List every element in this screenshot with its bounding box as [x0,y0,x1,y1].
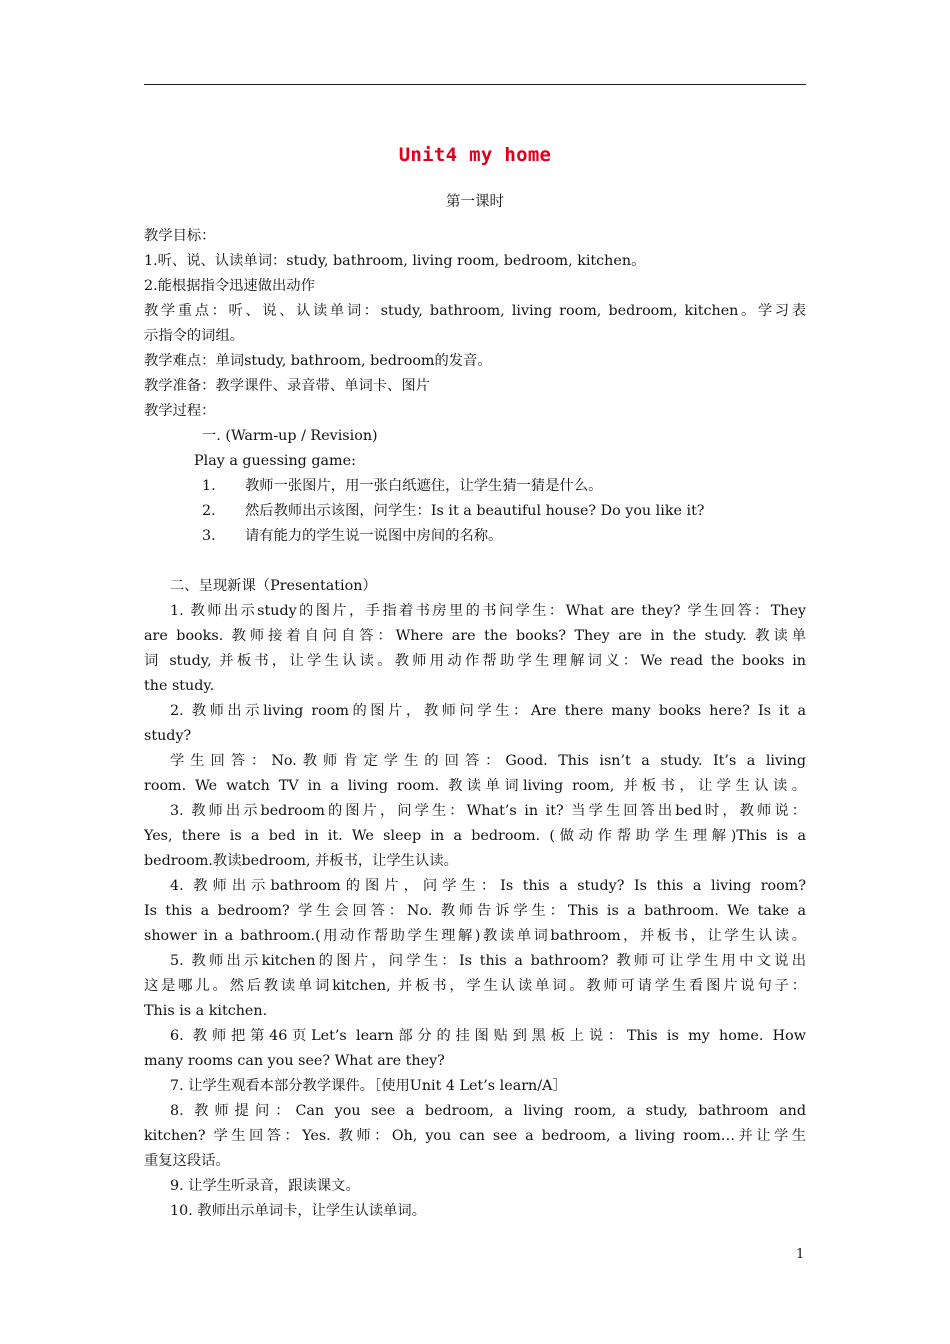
body-line: 9. 让学生听录音，跟读课文。 [170,1178,360,1194]
body-line: 教学目标： [144,228,216,244]
body-line: 学生回答：No.教师肯定学生的回答：Good. This isn’t a study. It’s a living [170,753,806,769]
body-line: 8. 教师提问：Can you see a bedroom, a living room, a study, bathroom and [170,1103,806,1119]
body-line: 这是哪儿。然后教读单词kitchen, 并板书，学生认读单词。教师可请学生看图片说句子： [144,978,806,994]
section-heading: 二、呈现新课（Presentation） [170,578,377,594]
body-line: kitchen? 学生回答：Yes. 教师：Oh, you can see a bedroom, a living room…并让学生 [144,1128,806,1144]
body-line: 1.听、说、认读单词：study, bathroom, living room, bedroom, kitchen。 [144,253,646,269]
body-line: Yes, there is a bed in it. We sleep in a bedroom. (做动作帮助学生理解)This is a [144,828,806,844]
body-line: study? [144,728,192,744]
body-line: 教学难点：单词study, bathroom, bedroom的发音。 [144,353,492,369]
list-item [144,499,806,524]
body-line: 6. 教师把第46页Let’s learn部分的挂图贴到黑板上说：This is my home. How [170,1028,806,1044]
lesson-subtitle: 第一课时 [446,194,504,210]
body-line: 重复这段话。 [144,1153,230,1169]
body-line: 教学重点：听、说、认读单词：study, bathroom, living room, bedroom, kitchen。学习表 [144,303,806,319]
list-number: 3. [202,528,216,544]
body-line: 2. 教师出示living room的图片，教师问学生：Are there many books here? Is it a [170,703,806,719]
body-line: Play a guessing game: [194,453,356,469]
header-rule [144,84,806,85]
body-line: 教学准备：教学课件、录音带、单词卡、图片 [144,378,430,394]
body-line: 示指令的词组。 [144,328,245,344]
section-heading: 一. (Warm-up / Revision) [202,428,378,444]
document-body [144,224,806,1224]
list-text: 请有能力的学生说一说图中房间的名称。 [245,528,503,544]
body-line: bedroom.教读bedroom, 并板书，让学生认读。 [144,853,458,869]
body-line: the study. [144,678,215,694]
list-item [144,474,806,499]
page-number: 1 [796,1247,805,1262]
body-line: 10. 教师出示单词卡，让学生认读单词。 [170,1203,427,1219]
body-line: 词 study, 并板书，让学生认读。教师用动作帮助学生理解词义：We read the books in [144,653,806,669]
body-line: Is this a bedroom? 学生会回答：No. 教师告诉学生：This is a bathroom. We take a [144,903,806,919]
list-number: 1. [202,478,216,494]
list-text: 然后教师出示该图，问学生：Is it a beautiful house? Do you like it? [245,503,705,519]
spacer [144,549,806,574]
body-line: 5. 教师出示kitchen的图片，问学生：Is this a bathroom? 教师可让学生用中文说出 [170,953,806,969]
body-line: many rooms can you see? What are they? [144,1053,445,1069]
list-item [144,524,806,549]
body-line: 4. 教师出示bathroom的图片，问学生：Is this a study? Is this a living room? [170,878,806,894]
body-line: shower in a bathroom.(用动作帮助学生理解)教读单词bathroom，并板书，让学生认读。 [144,928,806,944]
body-line: 教学过程： [144,403,216,419]
list-number: 2. [202,503,216,519]
body-line: This is a kitchen. [144,1003,268,1019]
body-line: 1. 教师出示study的图片，手指着书房里的书问学生：What are they? 学生回答：They [170,603,806,619]
body-line: 2.能根据指令迅速做出动作 [144,278,315,294]
body-line: 3. 教师出示bedroom的图片，问学生：What’s in it? 当学生回答出bed时，教师说： [170,803,806,819]
body-line: are books. 教师接着自问自答：Where are the books? They are in the study. 教读单 [144,628,806,644]
body-line: room. We watch TV in a living room. 教读单词living room, 并板书，让学生认读。 [144,778,806,794]
document-title: Unit4 my home [398,144,552,166]
body-line: 7. 让学生观看本部分教学课件。［使用Unit 4 Let’s learn/A］ [170,1078,567,1094]
list-text: 教师一张图片，用一张白纸遮住，让学生猜一猜是什么。 [245,478,603,494]
